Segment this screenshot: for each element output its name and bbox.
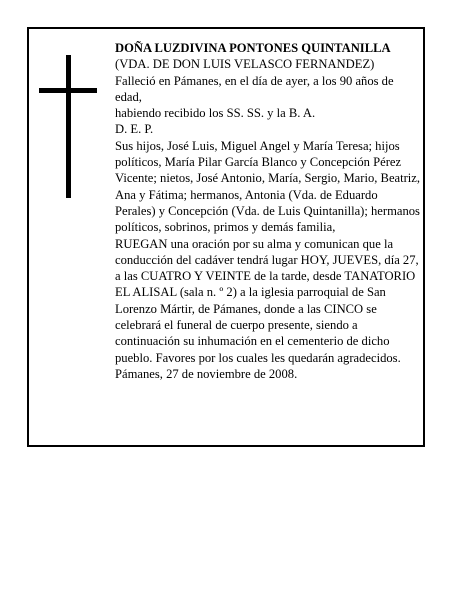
deceased-name: DOÑA LUZDIVINA PONTONES QUINTANILLA [115, 41, 391, 55]
cross-icon [39, 55, 97, 198]
funeral-request: RUEGAN una oración por su alma y comunican que la conducción del cadáver tendrá lugar HOY, JUEVES, día 27, a las CUATRO Y VEINTE de la tarde, desde TANATORIO EL ALISAL (sala n. º 2) a la iglesia parroquial de San Lorenzo Mártir, de Pámanes, donde a las CINCO se celebrará el funeral de cuerpo presente, siendo a continuación su inhumación en el cementerio de dicho pueblo. Favores por los cuales les quedarán agradecidos. [115, 236, 419, 365]
obituary-text [115, 40, 421, 382]
obituary-notice [27, 27, 425, 447]
sacraments: habiendo recibido los SS. SS. y la B. A. [115, 106, 316, 121]
cross-horizontal-bar [39, 88, 97, 93]
family-list: Sus hijos, José Luis, Miguel Angel y María Teresa; hijos políticos, María Pilar García Blanco y Concepción Pérez Vicente; nietos, José Antonio, María, Sergio, Mario, Beatriz, Ana y Fátima; hermanos, Antonia (Vda. de Eduardo Perales) y Concepción (Vda. de Luis Quintanilla); hermanos políticos, sobrinos, primos y demás familia, [115, 138, 421, 235]
cross-vertical-bar [66, 55, 71, 198]
widow-of: (VDA. DE DON LUIS VELASCO FERNANDEZ) [115, 57, 375, 72]
place-date: Pámanes, 27 de noviembre de 2008. [115, 366, 298, 381]
rip: D. E. P. [115, 122, 154, 137]
death-info: Falleció en Pámanes, en el día de ayer, a los 90 años de edad, [115, 73, 394, 104]
